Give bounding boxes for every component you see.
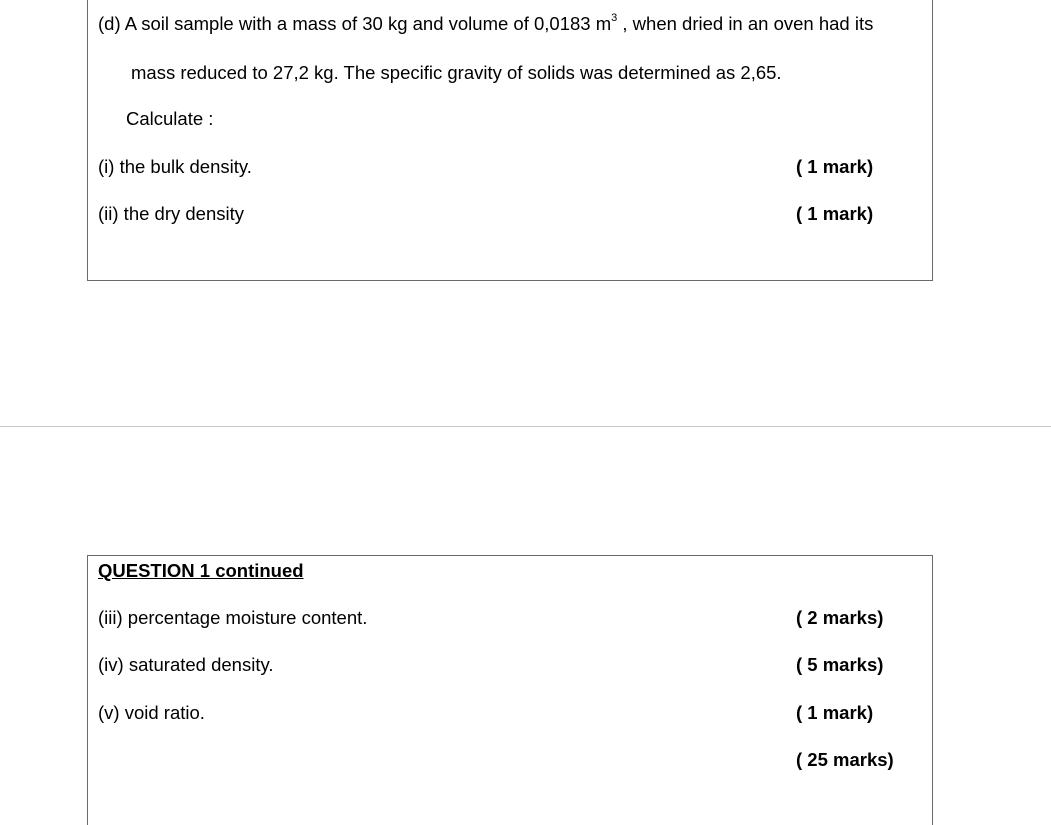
sub-question-v: (v) void ratio.	[98, 702, 205, 723]
sub-question-iii: (iii) percentage moisture content.	[98, 607, 368, 628]
question-d-intro-line1	[98, 13, 873, 35]
sub-question-iv: (iv) saturated density.	[98, 654, 274, 675]
sub-question-iii-marks: ( 2 marks)	[796, 607, 884, 628]
continued-heading: QUESTION 1 continued	[98, 560, 304, 581]
question-box-part-d	[87, 0, 933, 281]
sub-question-i: (i) the bulk density.	[98, 156, 252, 177]
sub-question-iv-marks: ( 5 marks)	[796, 654, 884, 675]
sub-question-i-marks: ( 1 mark)	[796, 156, 874, 177]
sub-question-ii: (ii) the dry density	[98, 203, 244, 224]
sub-question-ii-marks: ( 1 mark)	[796, 203, 874, 224]
question-d-intro-text-b: , when dried in an oven had its	[617, 13, 874, 34]
total-marks: ( 25 marks)	[796, 749, 894, 770]
calculate-label: Calculate :	[126, 108, 214, 129]
sub-question-v-marks: ( 1 mark)	[796, 702, 874, 723]
question-d-intro-text-a: (d) A soil sample with a mass of 30 kg and volume of 0,0183 m	[98, 13, 612, 34]
cubic-superscript: 3	[611, 12, 618, 24]
page-break-divider	[0, 426, 1051, 427]
question-d-intro-line2: mass reduced to 27,2 kg. The specific gravity of solids was determined as 2,65.	[131, 62, 782, 83]
question-box-continued	[87, 555, 933, 825]
